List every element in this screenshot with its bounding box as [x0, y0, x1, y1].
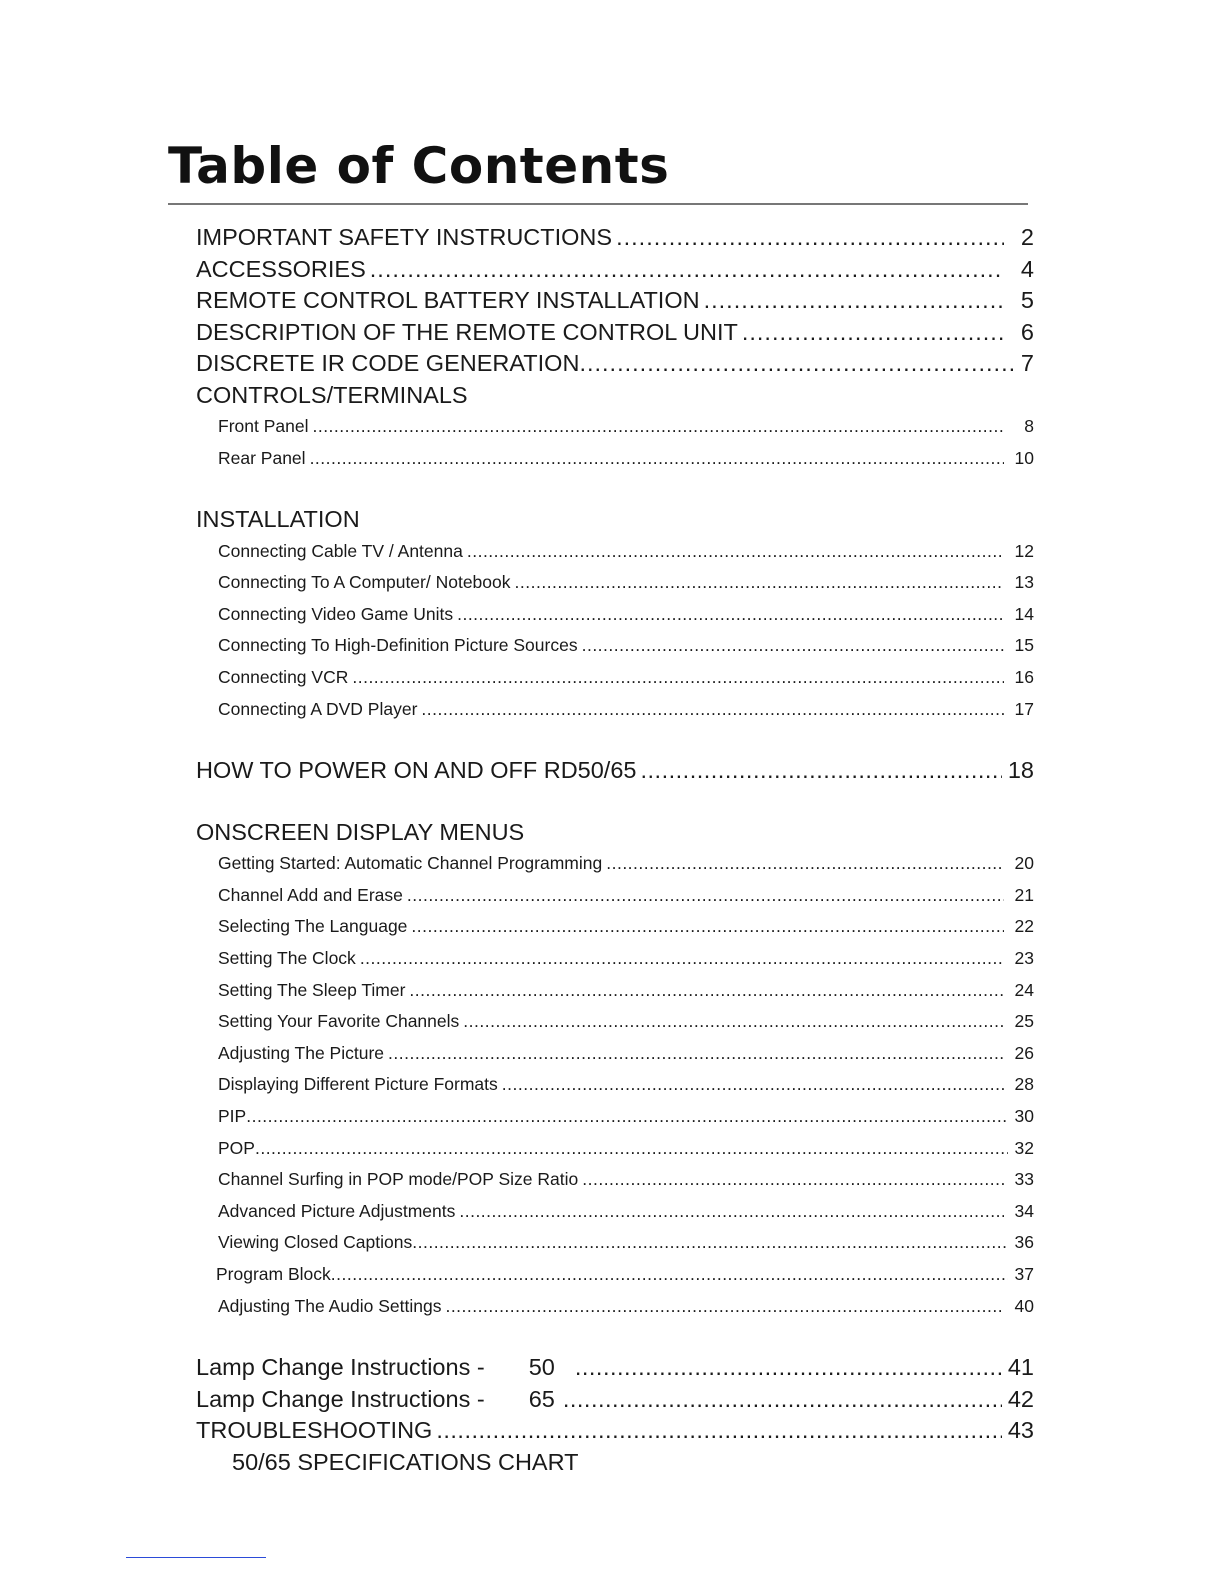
toc-page-number: 10 — [1014, 447, 1034, 468]
toc-page-number: 5 — [1020, 287, 1034, 313]
toc-page-number: 6 — [1020, 318, 1034, 345]
dot-leader — [246, 1101, 1008, 1133]
spacer — [196, 725, 1034, 755]
dot-leader — [579, 348, 1016, 380]
spacer — [196, 474, 1034, 504]
dot-leader — [388, 1038, 1004, 1070]
toc-entry-pop-surfing[interactable] — [196, 1164, 1034, 1196]
toc-entry-model: 65 — [528, 1385, 555, 1412]
toc-entry-label: PIP — [218, 1106, 247, 1126]
toc-entry-safety[interactable] — [196, 222, 1034, 254]
dot-leader — [312, 411, 1004, 443]
toc-entry-pop[interactable] — [196, 1133, 1034, 1165]
toc-entry-label: Channel Surfing in POP mode/POP Size Ratio — [218, 1169, 579, 1190]
toc-page-number: 17 — [1014, 698, 1034, 719]
dot-leader — [360, 943, 1004, 975]
toc-entry-specifications[interactable] — [196, 1447, 1034, 1479]
toc-entry-dvd[interactable] — [196, 694, 1034, 726]
toc-entry-label: Getting Started: Automatic Channel Programming — [218, 853, 603, 874]
toc-page-number: 21 — [1014, 884, 1034, 905]
toc-entry-audio-settings[interactable] — [196, 1291, 1034, 1323]
toc-entry-sleep-timer[interactable] — [196, 975, 1034, 1007]
toc-page-number: 33 — [1014, 1169, 1034, 1190]
toc-entry-label: Displaying Different Picture Formats — [218, 1074, 498, 1095]
toc-entry-label: Connecting VCR — [218, 667, 349, 688]
toc-entry-advanced-picture[interactable] — [196, 1196, 1034, 1228]
toc-page-number: 43 — [1007, 1417, 1034, 1444]
toc-entry-label: Advanced Picture Adjustments — [218, 1200, 456, 1221]
toc-entry-label: DISCRETE IR CODE GENERATION — [196, 350, 580, 376]
toc-entry-channel-add[interactable] — [196, 880, 1034, 912]
toc-entry-label: ACCESSORIES — [196, 255, 366, 282]
toc-entry-label: Setting The Sleep Timer — [218, 979, 406, 1000]
toc-page-number: 26 — [1014, 1042, 1034, 1063]
toc-entry-pip[interactable] — [196, 1101, 1034, 1133]
toc-page-number: 24 — [1014, 979, 1034, 1000]
toc-entry-label: Connecting A DVD Player — [218, 698, 418, 719]
toc-entry-label: Adjusting The Audio Settings — [218, 1295, 442, 1316]
toc-entry-label: Connecting To High-Definition Picture Sources — [218, 635, 578, 656]
toc-entry-program-block[interactable] — [196, 1259, 1034, 1291]
spacer — [196, 1322, 1034, 1352]
toc-entry-picture-formats[interactable] — [196, 1069, 1034, 1101]
toc-page-number: 32 — [1014, 1137, 1034, 1158]
toc-entry-label: TROUBLESHOOTING — [196, 1417, 433, 1444]
dot-leader — [445, 1291, 1004, 1323]
dot-leader — [582, 1164, 1004, 1196]
toc-entry-model: 50 — [528, 1354, 555, 1381]
toc-page-number: 42 — [1007, 1385, 1034, 1412]
toc-page-number: 16 — [1014, 667, 1034, 688]
toc-page-number: 34 — [1014, 1200, 1034, 1221]
dot-leader — [704, 285, 1004, 317]
toc-entry-power[interactable] — [196, 755, 1034, 787]
toc-entry-vcr[interactable] — [196, 662, 1034, 694]
toc-entry-label: Selecting The Language — [218, 916, 408, 937]
toc-entry-front-panel[interactable] — [196, 411, 1034, 443]
dot-leader — [331, 1259, 1008, 1291]
page-title: Table of Contents — [168, 137, 670, 195]
toc-page-number: 8 — [1024, 416, 1034, 436]
toc-entry-adjusting-picture[interactable] — [196, 1038, 1034, 1070]
toc-entry-cable-tv[interactable] — [196, 536, 1034, 568]
bottom-link-underline — [126, 1557, 266, 1558]
dot-leader — [412, 1227, 1008, 1259]
toc-page-number: 12 — [1014, 540, 1034, 561]
toc-entry-clock[interactable] — [196, 943, 1034, 975]
toc-page-number: 4 — [1020, 255, 1034, 282]
spacer — [196, 787, 1034, 817]
toc-entry-label: Lamp Change Instructions - — [196, 1354, 485, 1381]
toc-page-number: 40 — [1014, 1295, 1034, 1316]
toc-entry-accessories[interactable] — [196, 254, 1034, 286]
toc-entry-lamp-50[interactable] — [196, 1352, 1034, 1384]
toc-entry-lamp-65[interactable] — [196, 1384, 1034, 1416]
dot-leader — [616, 222, 1004, 254]
dot-leader — [407, 880, 1004, 912]
toc-entry-label: 50/65 SPECIFICATIONS CHART — [232, 1448, 579, 1475]
toc-entry-label: POP — [218, 1137, 255, 1158]
toc-entry-ir-code[interactable] — [196, 348, 1034, 380]
toc-entry-label: Connecting To A Computer/ Notebook — [218, 572, 511, 593]
toc-entry-remote-description[interactable] — [196, 317, 1034, 349]
toc-page-number: 20 — [1014, 853, 1034, 874]
toc-page-number: 28 — [1014, 1074, 1034, 1095]
toc-entry-computer[interactable] — [196, 567, 1034, 599]
section-heading-onscreen: ONSCREEN DISPLAY MENUS — [196, 818, 525, 845]
toc-entry-label: Adjusting The Picture — [218, 1042, 385, 1063]
toc-entry-language[interactable] — [196, 911, 1034, 943]
section-heading-controls: CONTROLS/TERMINALS — [196, 381, 468, 408]
toc-entry-label: Front Panel — [218, 416, 309, 436]
toc-entry-label: Connecting Video Game Units — [218, 603, 454, 624]
dot-leader — [459, 1196, 1004, 1228]
dot-leader — [409, 975, 1004, 1007]
toc-page-number: 18 — [1007, 757, 1034, 784]
toc-entry-label: Program Block — [216, 1263, 331, 1284]
toc-entry-label: DESCRIPTION OF THE REMOTE CONTROL UNIT — [196, 318, 738, 345]
toc-page-number: 2 — [1020, 224, 1034, 250]
toc-page-number: 13 — [1014, 572, 1034, 593]
toc-page-number: 14 — [1014, 603, 1034, 624]
toc-entry-closed-captions[interactable] — [196, 1227, 1034, 1259]
toc-entry-label: Setting Your Favorite Channels — [218, 1011, 460, 1032]
toc-page-number: 23 — [1014, 948, 1034, 969]
dot-leader — [467, 536, 1004, 568]
dot-leader — [463, 1006, 1004, 1038]
toc-page-number: 7 — [1020, 350, 1034, 376]
toc-page-number: 25 — [1014, 1011, 1034, 1032]
dot-leader — [411, 911, 1004, 943]
dot-leader — [515, 567, 1004, 599]
toc-page-number: 15 — [1014, 635, 1034, 656]
dot-leader — [502, 1069, 1004, 1101]
toc-entry-battery[interactable] — [196, 285, 1034, 317]
dot-leader — [421, 694, 1004, 726]
toc-entry-label: HOW TO POWER ON AND OFF RD50/65 — [196, 757, 637, 784]
dot-leader — [563, 1384, 1002, 1416]
toc-page-number: 41 — [1007, 1354, 1034, 1381]
toc-entry-label: IMPORTANT SAFETY INSTRUCTIONS — [196, 224, 613, 250]
toc-entry-label: Channel Add and Erase — [218, 884, 403, 905]
toc-page-number: 36 — [1014, 1232, 1034, 1253]
toc-entry-label: Setting The Clock — [218, 948, 356, 969]
dot-leader — [457, 599, 1004, 631]
toc-entry-troubleshooting[interactable] — [196, 1415, 1034, 1447]
table-of-contents — [196, 222, 1034, 1478]
toc-entry-label: REMOTE CONTROL BATTERY INSTALLATION — [196, 287, 700, 313]
title-divider — [168, 203, 1028, 205]
toc-page-number: 22 — [1014, 916, 1034, 937]
toc-page-number: 30 — [1014, 1106, 1034, 1126]
toc-entry-label: Lamp Change Instructions - — [196, 1385, 485, 1412]
toc-page-number: 37 — [1014, 1263, 1034, 1284]
dot-leader — [606, 848, 1004, 880]
toc-entry-label: Rear Panel — [218, 447, 306, 468]
toc-entry-game-units[interactable] — [196, 599, 1034, 631]
toc-entry-rear-panel[interactable] — [196, 443, 1034, 475]
toc-entry-label: Viewing Closed Captions — [218, 1232, 413, 1253]
dot-leader — [370, 254, 1004, 286]
dot-leader — [742, 317, 1004, 349]
section-heading-installation: INSTALLATION — [196, 506, 360, 533]
dot-leader — [640, 755, 1001, 787]
dot-leader — [582, 630, 1004, 662]
toc-entry-hd-sources[interactable] — [196, 630, 1034, 662]
toc-entry-favorite-channels[interactable] — [196, 1006, 1034, 1038]
dot-leader — [255, 1133, 1008, 1165]
dot-leader — [352, 662, 1004, 694]
toc-entry-getting-started[interactable] — [196, 848, 1034, 880]
dot-leader — [310, 443, 1004, 475]
dot-leader — [575, 1352, 1002, 1384]
toc-entry-label: Connecting Cable TV / Antenna — [218, 540, 463, 561]
dot-leader — [436, 1415, 1002, 1447]
